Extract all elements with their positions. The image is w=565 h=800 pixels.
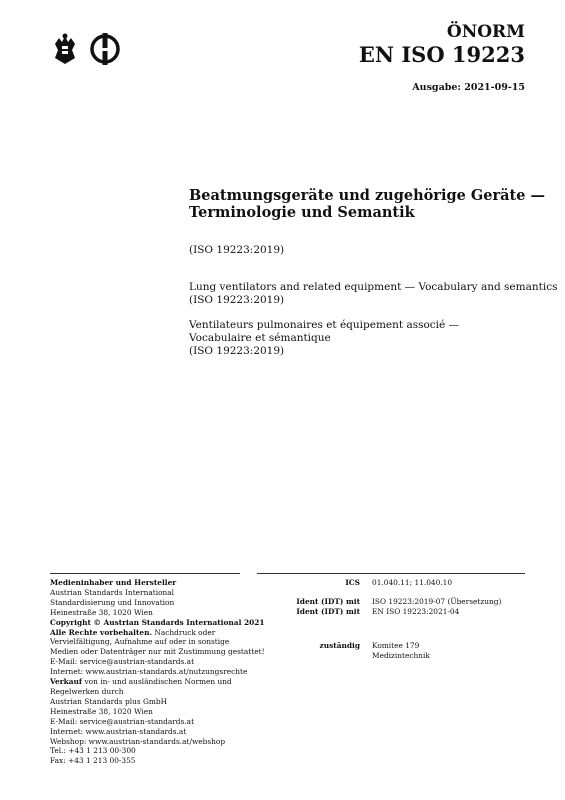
sales-fax: Fax: +43 1 213 00-355 xyxy=(50,756,136,766)
ics-label: ICS xyxy=(345,578,360,587)
title-line-1: Beatmungsgeräte und zugehörige Geräte — xyxy=(189,187,545,204)
committee-number: Komitee 179 xyxy=(372,641,420,650)
edition-date: Ausgabe: 2021-09-15 xyxy=(412,82,525,93)
standard-brand: ÖNORM xyxy=(446,22,525,42)
imprint-block xyxy=(50,578,265,766)
standard-number: EN ISO 19223 xyxy=(358,42,525,67)
ident-label-1: Ident (IDT) mit xyxy=(296,597,360,606)
rights-line xyxy=(50,628,250,638)
rights-email: E-Mail: service@austrian-standards.at xyxy=(50,657,195,667)
owner-line: Heinestraße 38, 1020 Wien xyxy=(50,607,153,617)
sales-line: Heinestraße 38, 1020 Wien xyxy=(50,706,153,716)
rights-line: Vervielfältigung, Aufnahme auf oder in sonstige xyxy=(50,637,230,647)
austrian-standards-logo-icon xyxy=(92,33,118,65)
copyright-heading: Copyright © Austrian Standards International 2021 xyxy=(50,617,265,627)
committee-label: zuständig xyxy=(319,641,360,650)
divider-right xyxy=(257,573,525,574)
english-title xyxy=(189,281,558,307)
sales-bold: Verkauf xyxy=(50,677,83,687)
header-logos xyxy=(50,30,130,70)
ident-value-2: EN ISO 19223:2021-04 xyxy=(372,607,460,616)
document-title xyxy=(189,187,545,221)
rights-bold: Alle Rechte vorbehalten. xyxy=(50,627,153,637)
rights-internet: Internet: www.austrian-standards.at/nutzungsrechte xyxy=(50,667,248,677)
english-title-line-2: (ISO 19223:2019) xyxy=(189,294,285,306)
austrian-eagle-icon xyxy=(55,34,75,65)
sales-phone: Tel.: +43 1 213 00-300 xyxy=(50,746,136,756)
owner-heading: Medieninhaber und Hersteller xyxy=(50,578,177,587)
divider-left xyxy=(50,573,240,574)
english-title-line-1: Lung ventilators and related equipment — Vocabulary and semantics xyxy=(189,281,558,293)
committee-value xyxy=(372,641,532,661)
iso-reference: (ISO 19223:2019) xyxy=(189,244,285,256)
ics-value: 01.040.11; 11.040.10 xyxy=(372,578,453,587)
rights-text: Nachdruck oder xyxy=(152,627,216,637)
rights-line: Medien oder Datenträger nur mit Zustimmung gestattet! xyxy=(50,647,265,657)
sales-line: Austrian Standards plus GmbH xyxy=(50,696,168,706)
sales-webshop: Webshop: www.austrian-standards.at/webshop xyxy=(50,736,226,746)
ident-value-1: ISO 19223:2019-07 (Übersetzung) xyxy=(372,597,502,606)
french-title xyxy=(189,319,529,358)
title-line-2: Terminologie und Semantik xyxy=(189,204,415,221)
logo-graphics xyxy=(50,30,130,70)
sales-text: von in- und ausländischen Normen und xyxy=(82,677,232,687)
sales-email: E-Mail: service@austrian-standards.at xyxy=(50,716,195,726)
ident-label-2: Ident (IDT) mit xyxy=(296,607,360,616)
sales-internet: Internet: www.austrian-standards.at xyxy=(50,726,187,736)
french-title-line-1: Ventilateurs pulmonaires et équipement associé — xyxy=(189,319,460,331)
committee-name: Medizintechnik xyxy=(372,650,430,660)
french-title-line-2: Vocabulaire et sémantique xyxy=(189,332,331,344)
sales-line xyxy=(50,677,250,687)
owner-line: Austrian Standards International xyxy=(50,587,175,597)
french-title-line-3: (ISO 19223:2019) xyxy=(189,345,285,357)
sales-line: Regelwerken durch xyxy=(50,686,124,696)
owner-line: Standardisierung und Innovation xyxy=(50,597,175,607)
